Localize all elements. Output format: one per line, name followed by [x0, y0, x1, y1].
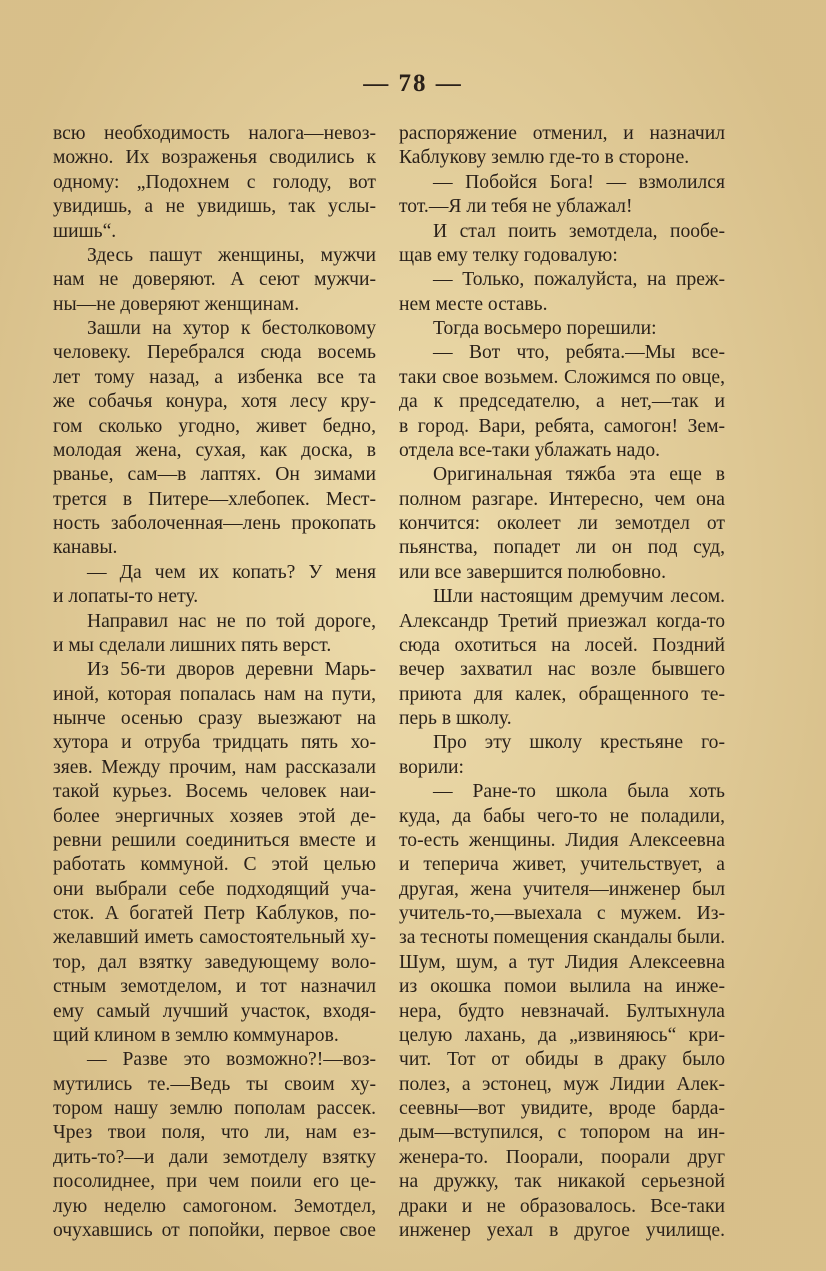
text-line: Александр Третий приезжал когда-то	[399, 610, 725, 632]
text-line: трется в Питере—хлебопек. Мест-	[53, 488, 376, 510]
text-line: ворили:	[399, 756, 464, 778]
text-line: за тесноты помещения скандалы были.	[399, 927, 726, 949]
text-line: зяев. Между прочим, нам рассказали	[53, 756, 376, 778]
text-line: Чрез твои поля, что ли, нам ез-	[53, 1122, 376, 1144]
text-line: же собачья конура, хотя лесу кру-	[53, 391, 376, 413]
page-number: — 78 —	[363, 70, 463, 97]
text-line: ность заболоченная—лень прокопать	[53, 513, 376, 534]
text-line: кончится: околеет ли земотдел от	[399, 513, 725, 534]
text-line: такой курьез. Восемь человек наи-	[53, 781, 376, 803]
text-line: вечер захватил нас возле бывшего	[399, 659, 725, 681]
text-line: Шли настоящим дремучим лесом.	[433, 586, 725, 608]
text-line: желавший иметь самостоятельный ху-	[53, 927, 376, 949]
text-line: всю необходимость налога—невоз-	[53, 123, 376, 144]
text-line: — Побойся Бога! — взмолился	[433, 171, 725, 193]
text-line: сток. А богатей Петр Каблуков, по-	[53, 903, 376, 924]
text-line: щав ему телку годовалую:	[399, 244, 618, 266]
text-line: тор, дал взятку заведующему воло-	[53, 951, 376, 973]
text-line: из окошка помои вылила на инже-	[399, 976, 725, 998]
text-line: и лопаты-то нету.	[53, 586, 199, 608]
text-line: учитель-то,—выехала с мужем. Из-	[399, 903, 725, 924]
text-line: молодая жена, сухая, как доска, в	[53, 439, 376, 461]
right-text-column	[399, 122, 725, 1243]
text-line: нем месте оставь.	[399, 293, 548, 315]
text-line: драки и не образовалось. Все-таки	[399, 1195, 725, 1217]
text-line: куда, да бабы чего-то не поладили,	[399, 805, 725, 827]
text-line: и теперича живет, учительствует, а	[399, 854, 725, 876]
text-line: можно. Их возраженья сводились к	[53, 147, 376, 169]
text-line: И стал поить земотдела, пообе-	[433, 220, 725, 242]
text-line: Направил нас не по той дороге,	[87, 610, 376, 632]
text-line: нам не доверяют. А сеют мужчи-	[53, 269, 376, 291]
text-line: — Ране-то школа была хоть	[433, 781, 725, 803]
text-line: таки свое возьмем. Сложимся по овце,	[399, 366, 725, 388]
text-line: на дружку, так никакой серьезной	[399, 1171, 725, 1193]
text-line: полном разгаре. Интересно, чем она	[399, 488, 725, 510]
text-line: дить-то?—и дали земотделу взятку	[53, 1146, 376, 1168]
text-line: гом сколько угодно, живет бедно,	[53, 415, 376, 437]
text-line: канавы.	[53, 537, 118, 559]
text-line: перь в школу.	[399, 708, 512, 729]
text-line: сюда охотиться на лосей. Поздний	[399, 634, 725, 656]
text-line: чит. Тот от обиды в драку было	[399, 1049, 725, 1071]
text-line: Тогда восьмеро порешили:	[433, 318, 657, 339]
text-line: в город. Вари, ребята, самогон! Зем-	[399, 415, 725, 437]
text-line: отдела все-таки ублажать надо.	[399, 439, 661, 461]
text-line: Оригинальная тяжба эта еще в	[433, 464, 725, 486]
text-line: человеку. Перебрался сюда восемь	[53, 342, 376, 364]
text-line: одному: „Подохнем с голоду, вот	[53, 171, 376, 193]
text-line: Каблукову землю где-то в стороне.	[399, 147, 690, 169]
text-line: они выбрали себе подходящий уча-	[53, 878, 376, 900]
text-line: лую неделю самогоном. Земотдел,	[53, 1195, 376, 1217]
text-line: более энергичных хозяев этой де-	[53, 805, 376, 827]
text-line: ему самый лучший участок, входя-	[53, 1000, 376, 1022]
text-line: мутились те.—Ведь ты своим ху-	[53, 1073, 376, 1095]
text-line: шишь“.	[53, 220, 117, 242]
text-line: ны—не доверяют женщинам.	[53, 293, 300, 315]
text-line: — Разве это возможно?!—воз-	[87, 1049, 376, 1071]
text-line: щий клином в землю коммунаров.	[53, 1024, 339, 1046]
text-line: рванье, сам—в лаптях. Он зимами	[53, 464, 376, 486]
text-line: очухавшись от попойки, первое свое	[53, 1219, 376, 1241]
text-line: полез, а эстонец, муж Лидии Алек-	[399, 1073, 725, 1095]
text-line: да к председателю, а нет,—так и	[399, 391, 725, 413]
text-line: посолиднее, при чем поили его це-	[53, 1171, 376, 1193]
text-line: Здесь пашут женщины, мужчи	[87, 244, 376, 266]
text-line: Из 56-ти дворов деревни Марь-	[87, 659, 376, 681]
text-line: Шум, шум, а тут Лидия Алексеевна	[399, 951, 725, 973]
text-line: стным земотделом, и тот назначил	[53, 976, 376, 998]
text-line: целую лахань, да „извиняюсь“ кри-	[399, 1024, 725, 1046]
left-text-column	[53, 122, 376, 1243]
text-line: распоряжение отменил, и назначил	[399, 123, 725, 144]
text-line: лет тому назад, а избенка все та	[53, 366, 376, 388]
text-line: женера-то. Поорали, поорали друг	[399, 1146, 725, 1168]
text-line: нера, будто невзначай. Бултыхнула	[399, 1000, 725, 1022]
text-line: иной, которая попалась нам на пути,	[53, 683, 376, 705]
text-line: сеевны—вот увидите, вроде барда-	[399, 1098, 725, 1119]
text-line: нынче осенью сразу выезжают на	[53, 708, 376, 729]
text-line: работать коммуной. С этой целью	[53, 854, 376, 876]
text-line: — Только, пожалуйста, на преж-	[433, 269, 725, 291]
text-line: Зашли на хутор к бестолковому	[87, 318, 376, 339]
text-line: увидишь, а не увидишь, так услы-	[53, 196, 376, 218]
text-line: ревни решили соединиться вместе и	[53, 829, 376, 851]
text-line: приюта для калек, обращенного те-	[399, 683, 725, 705]
text-line: тот.—Я ли тебя не ублажал!	[399, 196, 633, 218]
text-line: дым—вступился, с топором на ин-	[399, 1122, 725, 1144]
text-line: хутора и отруба тридцать пять хо-	[53, 732, 376, 754]
text-line: другая, жена учителя—инженер был	[399, 878, 725, 900]
text-line: или все завершится полюбовно.	[399, 561, 667, 583]
text-line: Про эту школу крестьяне го-	[433, 732, 725, 754]
text-line: тором нашу землю пополам рассек.	[53, 1098, 376, 1119]
text-line: и мы сделали лишних пять верст.	[53, 634, 332, 656]
text-line: пьянства, попадет ли он под суд,	[399, 537, 725, 559]
text-line: — Да чем их копать? У меня	[87, 561, 376, 583]
text-line: — Вот что, ребята.—Мы все-	[433, 342, 725, 364]
text-line: инженер уехал в другое училище.	[399, 1219, 725, 1241]
text-line: то-есть женщины. Лидия Алексеевна	[399, 829, 725, 851]
